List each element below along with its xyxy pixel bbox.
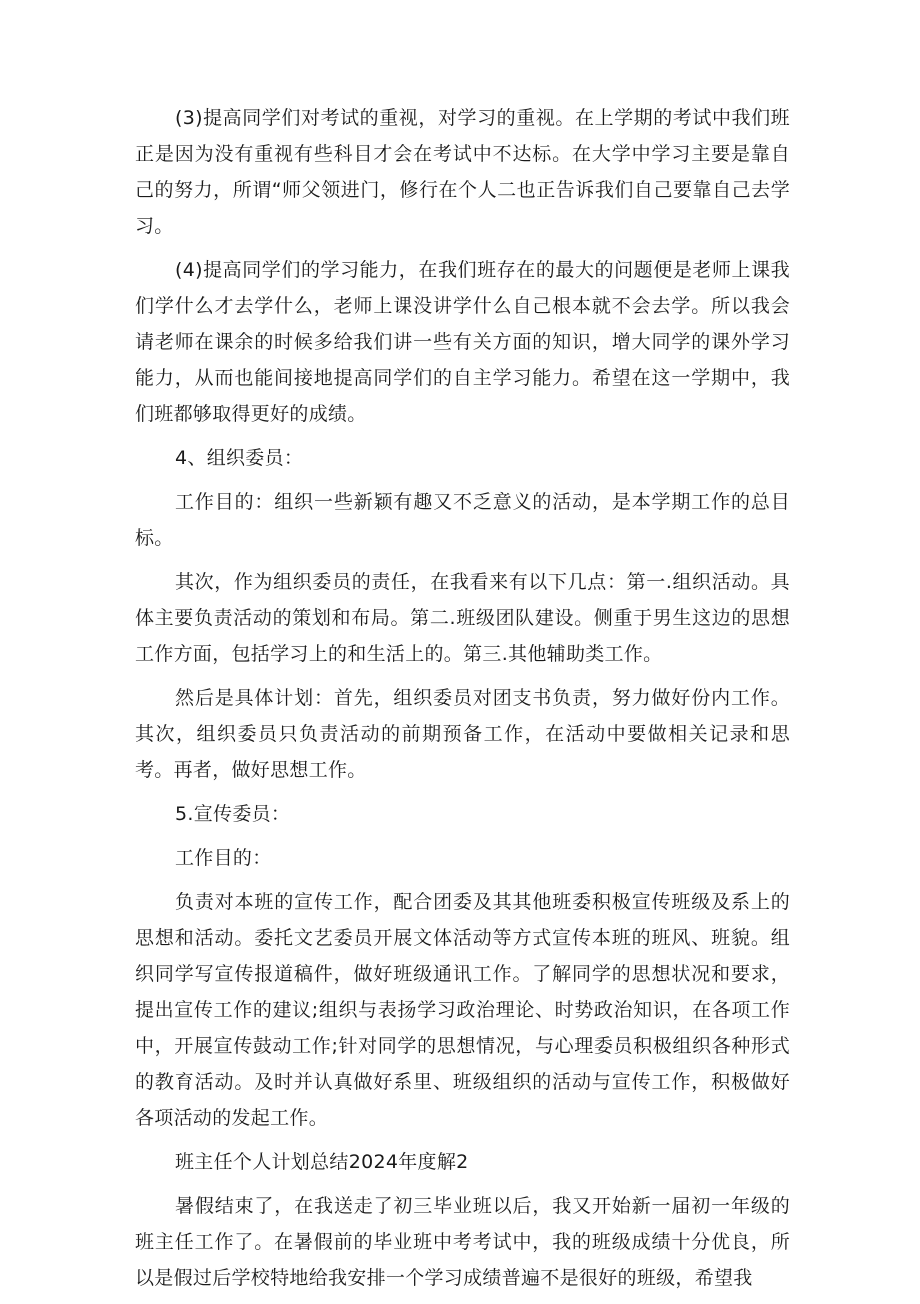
paragraph-organization-goal: 工作目的：组织一些新颖有趣又不乏意义的活动，是本学期工作的总目标。 [135, 491, 790, 549]
section-title-2: 班主任个人计划总结2024年度解2 [175, 1151, 469, 1173]
section-heading-publicity: 5.宣传委员： [175, 803, 291, 825]
paragraph-item-3: (3)提高同学们对考试的重视，对学习的重视。在上学期的考试中我们班正是因为没有重视有些科目才会在考试中不达标。在大学中学习主要是靠自己的努力，所谓“师父领进门，修行在个人二也正告诉我们自己要靠自己去学习。 [135, 107, 790, 237]
section-heading-organization: 4、组织委员： [175, 447, 304, 469]
paragraph-publicity-goal-label: 工作目的： [175, 847, 272, 869]
paragraph-organization-plan: 然后是具体计划：首先，组织委员对团支书负责，努力做好份内工作。其次，组织委员只负责活动的前期预备工作，在活动中要做相关记录和思考。再者，做好思想工作。 [135, 687, 790, 781]
paragraph-item-4: (4)提高同学们的学习能力，在我们班存在的最大的问题便是老师上课我们学什么才去学什么，老师上课没讲学什么自己根本就不会去学。所以我会请老师在课余的时候多给我们讲一些有关方面的知识，增大同学的课外学习能力，从而也能间接地提高同学们的自主学习能力。希望在这一学期中，我们班都够取得更好的成绩。 [135, 259, 790, 425]
paragraph-publicity-duty: 负责对本班的宣传工作，配合团委及其其他班委积极宣传班级及系上的思想和活动。委托文艺委员开展文体活动等方式宣传本班的班风、班貌。组织同学写宣传报道稿件，做好班级通讯工作。了解同学的思想状况和要求，提出宣传工作的建议;组织与表扬学习政治理论、时势政治知识，在各项工作中，开展宣传鼓动工作;针对同学的思想情况，与心理委员积极组织各种形式的教育活动。及时并认真做好系里、班级组织的活动与宣传工作，积极做好各项活动的发起工作。 [135, 891, 790, 1129]
paragraph-summer: 暑假结束了，在我送走了初三毕业班以后，我又开始新一届初一年级的班主任工作了。在暑假前的毕业班中考考试中，我的班级成绩十分优良，所以是假过后学校特地给我安排一个学习成绩普遍不是很好的班级，希望我 [135, 1195, 790, 1289]
paragraph-organization-duty: 其次，作为组织委员的责任，在我看来有以下几点：第一.组织活动。具体主要负责活动的策划和布局。第二.班级团队建设。侧重于男生这边的思想工作方面，包括学习上的和生活上的。第三.其他辅助类工作。 [135, 571, 790, 665]
document-page [135, 100, 790, 1304]
